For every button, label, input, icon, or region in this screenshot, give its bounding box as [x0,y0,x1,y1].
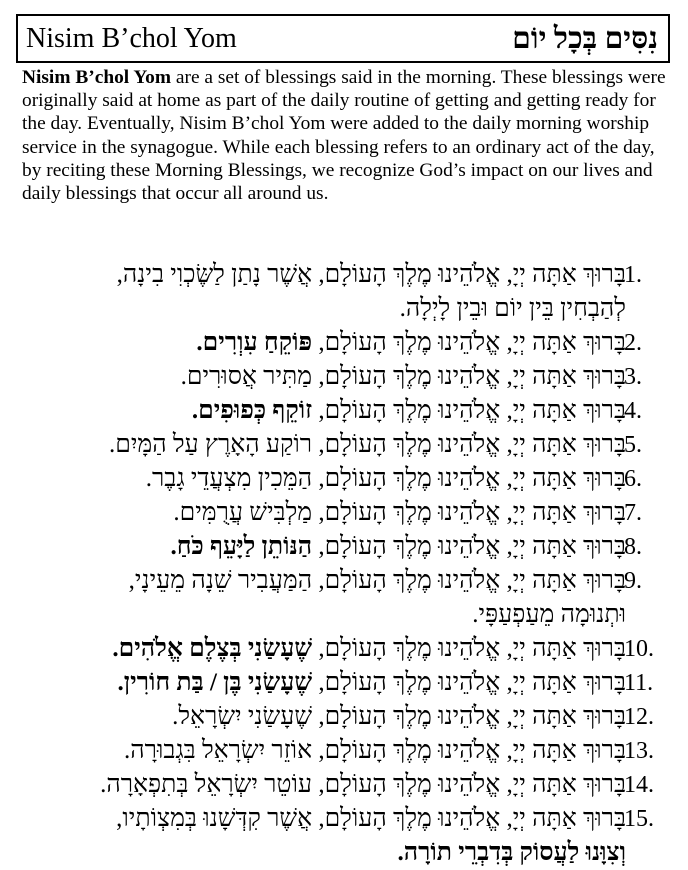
blessing-item [0,258,688,326]
blessing-line [6,428,626,462]
blessing-line [6,394,626,428]
blessing-line [6,326,626,360]
blessing-item [0,462,688,496]
blessing-line [6,258,626,292]
blessing-item [0,428,688,462]
blessing-bold-text: שֶׁעָשַׂנִי בֶּן / בַּת חוֹרִין. [117,669,313,696]
blessing-text: בָּרוּךְ אַתָּה יְיָ, אֱלֹהֵינוּ מֶלֶךְ הָעוֹלָם, אֲשֶׁר קִדְּשָׁנוּ בְּמִצְוֹתָיו, [116,805,626,832]
blessing-line [6,360,626,394]
blessing-text: בָּרוּךְ אַתָּה יְיָ, אֱלֹהֵינוּ מֶלֶךְ הָעוֹלָם, מַלְבִּישׁ עֲרֻמִּים. [173,499,626,526]
blessing-text: בָּרוּךְ אַתָּה יְיָ, אֱלֹהֵינוּ מֶלֶךְ הָעוֹלָם, שֶׁעָשַׂנִי יִשְׂרָאֵל. [172,703,626,730]
blessing-text: בָּרוּךְ אַתָּה יְיָ, אֱלֹהֵינוּ מֶלֶךְ הָעוֹלָם, מַתִּיר אֲסוּרִים. [180,363,626,390]
blessing-number: 14. [624,772,654,798]
blessing-line [6,632,626,666]
blessing-item [0,666,688,700]
blessing-line [6,292,626,326]
blessing-item [0,530,688,564]
blessing-number: 10. [624,636,654,662]
intro-text: are a set of blessings said in the morning. These blessings were originally said at home as part of the daily routine of getting and getting ready for the day. Eventually, Nisim B’chol Yom were added to the daily morning worship service in the synagogue. While each blessing refers to an ordinary act of the day, by reciting these Morning Blessings, we recognize God’s impact on our lives and daily blessings that occur all around us. [22,67,666,205]
blessing-item [0,700,688,734]
blessing-number: 4. [624,398,642,424]
blessing-item [0,768,688,802]
blessing-line [6,530,626,564]
title-box [16,14,670,63]
intro-bold-term: Nisim B’chol Yom [22,67,172,88]
blessing-item [0,564,688,632]
blessing-line [6,462,626,496]
blessing-text: בָּרוּךְ אַתָּה יְיָ, אֱלֹהֵינוּ מֶלֶךְ הָעוֹלָם, הַמֵּכִין מִצְעֲדֵי גָבֶר. [145,465,626,492]
blessing-number: 15. [624,806,654,832]
blessing-line [6,666,626,700]
blessing-number: 11. [624,670,654,696]
blessing-bold-text: הַנּוֹתֵן לַיָּעֵף כֹּחַ. [170,533,313,560]
blessing-text: בָּרוּךְ אַתָּה יְיָ, אֱלֹהֵינוּ מֶלֶךְ הָעוֹלָם, רוֹקַע הָאָרֶץ עַל הַמָּיִם. [108,431,626,458]
blessing-number: 13. [624,738,654,764]
blessing-item [0,632,688,666]
blessing-text: בָּרוּךְ אַתָּה יְיָ, אֱלֹהֵינוּ מֶלֶךְ הָעוֹלָם, [312,669,626,696]
blessing-bold-text: וְצִוָּנוּ לַעֲסוֹק בְּדִבְרֵי תוֹרָה. [397,839,626,866]
blessing-text: וּתְנוּמָה מֵעַפְעַפָּי. [472,601,626,628]
blessing-text: בָּרוּךְ אַתָּה יְיָ, אֱלֹהֵינוּ מֶלֶךְ הָעוֹלָם, [312,329,626,356]
blessing-item [0,394,688,428]
blessing-number: 3. [624,364,642,390]
blessing-bold-text: פּוֹקֵחַ עִוְרִים. [196,329,313,356]
blessing-number: 2. [624,330,642,356]
blessing-bold-text: זוֹקֵף כְּפוּפִים. [191,397,313,424]
blessing-line [6,700,626,734]
blessing-bold-text: שֶׁעָשַׂנִי בְּצֶלֶם אֱלֹהִים. [112,635,313,662]
blessing-text: לְהַבְחִין בֵּין יוֹם וּבֵין לָיְלָה. [399,295,626,322]
blessing-number: 1. [624,262,642,288]
blessing-item [0,802,688,870]
intro-paragraph [22,66,672,205]
blessing-text: בָּרוּךְ אַתָּה יְיָ, אֱלֹהֵינוּ מֶלֶךְ הָעוֹלָם, עוֹטֵר יִשְׂרָאֵל בְּתִפְאָרָה. [100,771,626,798]
blessing-text: בָּרוּךְ אַתָּה יְיָ, אֱלֹהֵינוּ מֶלֶךְ הָעוֹלָם, הַמַּעֲבִיר שֵׁנָה מֵעֵינָי, [128,567,626,594]
blessing-list [0,258,688,870]
blessing-number: 5. [624,432,642,458]
blessing-number: 7. [624,500,642,526]
title-hebrew: נִסִּים בְּכָל יוֹם [512,22,658,55]
blessing-line [6,496,626,530]
blessing-text: בָּרוּךְ אַתָּה יְיָ, אֱלֹהֵינוּ מֶלֶךְ הָעוֹלָם, [312,635,626,662]
blessing-number: 6. [624,466,642,492]
blessing-line [6,802,626,836]
blessing-item [0,734,688,768]
blessing-item [0,360,688,394]
blessing-text: בָּרוּךְ אַתָּה יְיָ, אֱלֹהֵינוּ מֶלֶךְ הָעוֹלָם, אוֹזֵר יִשְׂרָאֵל בִּגְבוּרָה. [124,737,626,764]
blessing-line [6,734,626,768]
blessing-item [0,326,688,360]
blessing-line [6,768,626,802]
blessing-number: 9. [624,568,642,594]
blessing-text: בָּרוּךְ אַתָּה יְיָ, אֱלֹהֵינוּ מֶלֶךְ הָעוֹלָם, אֲשֶׁר נָתַן לַשֶּׂכְוִי בִינָה, [116,261,626,288]
blessing-line [6,564,626,598]
blessing-text: בָּרוּךְ אַתָּה יְיָ, אֱלֹהֵינוּ מֶלֶךְ הָעוֹלָם, [312,533,626,560]
blessing-line [6,598,626,632]
title-english: Nisim B’chol Yom [26,23,237,54]
blessing-number: 8. [624,534,642,560]
blessing-text: בָּרוּךְ אַתָּה יְיָ, אֱלֹהֵינוּ מֶלֶךְ הָעוֹלָם, [312,397,626,424]
blessing-item [0,496,688,530]
blessing-number: 12. [624,704,654,730]
